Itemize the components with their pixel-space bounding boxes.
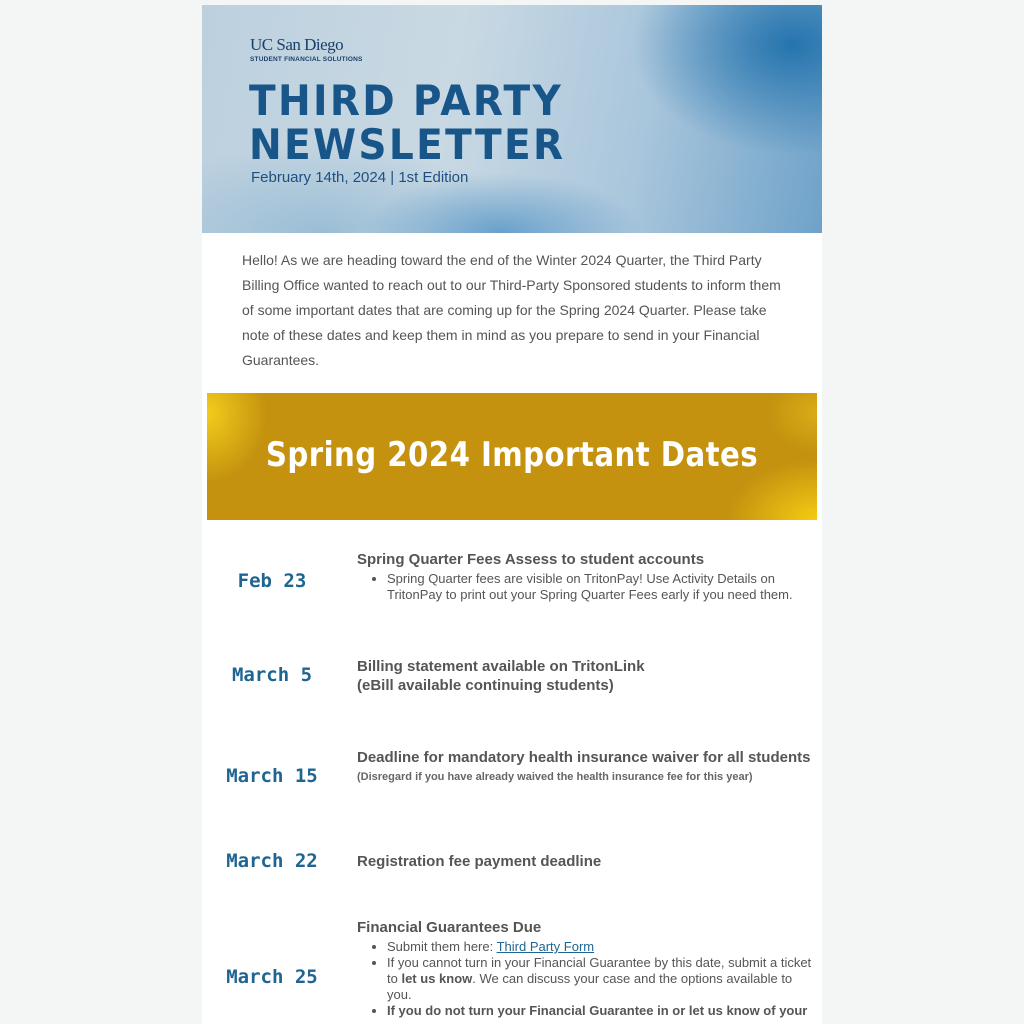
- event-date: March 22: [226, 850, 318, 872]
- event-details: [357, 657, 812, 695]
- ucsd-logo: UC San Diego: [250, 35, 344, 54]
- event-title: Financial Guarantees Due: [357, 919, 542, 936]
- event-title-line1: Billing statement available on TritonLink: [357, 658, 645, 675]
- event-date: March 5: [231, 664, 313, 686]
- event-title: Registration fee payment deadline: [357, 853, 602, 870]
- newsletter-title-line2: NEWSLETTER: [249, 120, 566, 169]
- event-details: [357, 918, 812, 1019]
- newsletter-title: [249, 76, 566, 169]
- bullet-text: If you cannot turn in your Financial Guarantee by this date, submit a ticket to: [387, 955, 812, 986]
- newsletter-title-line1: THIRD PARTY: [249, 76, 564, 125]
- list-item: [387, 939, 812, 955]
- newsletter-date: February 14th, 2024 | 1st Edition: [251, 169, 469, 186]
- list-item: • Spring Quarter fees are visible on TritonPay! Use Activity Details on TritonPay to print out your Spring Quarter Fees early if you need them.: [387, 571, 812, 603]
- event-note: (Disregard if you have already waived the health insurance fee for this year): [357, 771, 753, 783]
- bullet-text: Submit them here:: [387, 939, 497, 954]
- bullet-text: . We can discuss your case and the options available to you.: [387, 971, 793, 1002]
- event-date: March 25: [226, 966, 318, 988]
- newsletter-email: [202, 5, 822, 1024]
- important-dates-banner: [207, 393, 817, 520]
- event-date: Feb 23: [237, 570, 307, 592]
- list-item: [387, 1003, 812, 1019]
- header-banner: [202, 5, 822, 233]
- event-title: Spring Quarter Fees Assess to student accounts: [357, 551, 705, 568]
- bullet-bold-text: let us know: [401, 971, 473, 986]
- important-dates-title: Spring 2024 Important Dates: [265, 435, 759, 475]
- ucsd-logo-subtitle: STUDENT FINANCIAL SOLUTIONS: [250, 56, 363, 63]
- event-bullets: [357, 571, 812, 603]
- bullet-bold-text: If you do not turn your Financial Guarantee in or let us know of your: [387, 1003, 808, 1018]
- list-item: [387, 955, 812, 1003]
- event-details: [357, 852, 812, 871]
- intro-paragraph: Hello! As we are heading toward the end of the Winter 2024 Quarter, the Third Party Billing Office wanted to reach out to our Third-Party Sponsored students to inform them of some important dates that are coming up for the Spring 2024 Quarter. Please take note of these dates and keep them in mind as you prepare to send in your Financial Guarantees.: [242, 252, 781, 368]
- event-title: Deadline for mandatory health insurance waiver for all students: [357, 749, 811, 766]
- event-details: [357, 748, 812, 783]
- event-title-line2: (eBill available continuing students): [357, 677, 614, 694]
- third-party-form-link[interactable]: Third Party Form: [496, 939, 595, 954]
- event-details: [357, 550, 812, 603]
- event-bullets: [357, 939, 812, 1019]
- event-date: March 15: [226, 765, 318, 787]
